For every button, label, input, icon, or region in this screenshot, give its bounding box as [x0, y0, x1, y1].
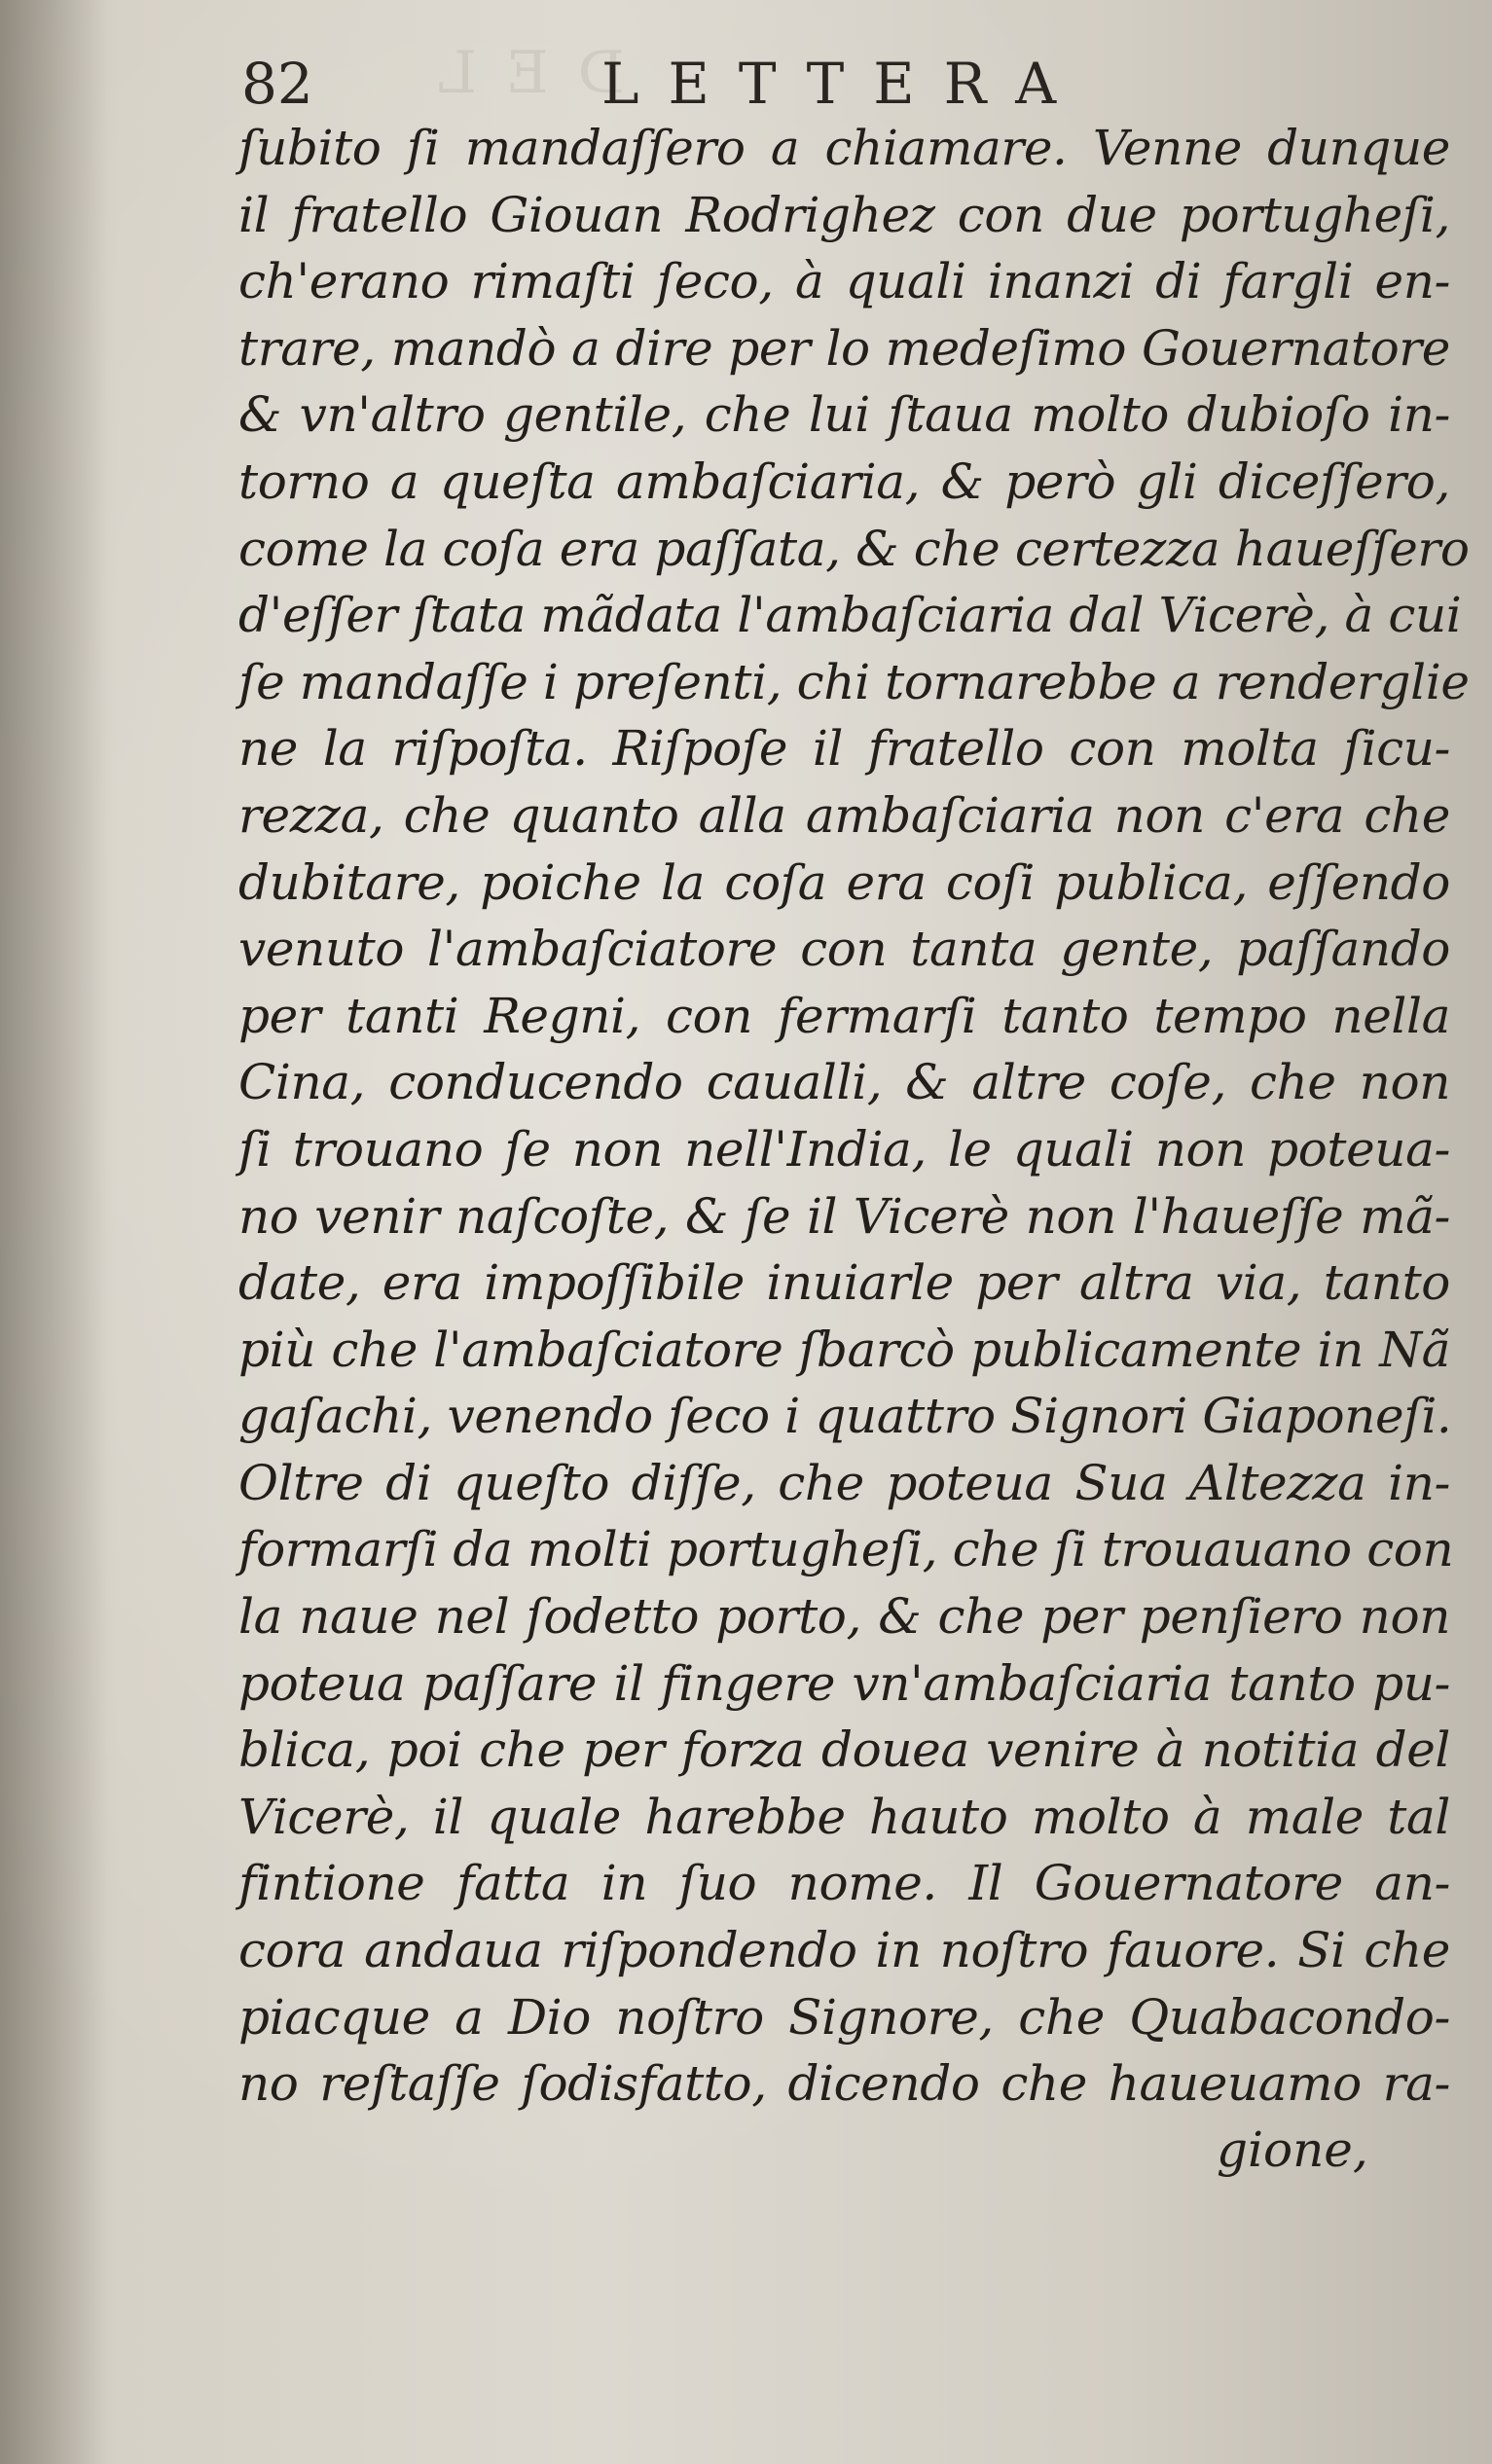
text-line: più che l'ambaſciatore ſbarcò publicamente in Nã — [238, 1321, 1450, 1378]
text-line: Cina, conducendo caualli, & altre coſe, che non — [238, 1054, 1450, 1111]
text-line: poteua paſſare il fingere vn'ambaſciaria tanto pu- — [238, 1654, 1450, 1712]
text-line: no reſtaſſe ſodisfatto, dicendo che haueuamo ra- — [238, 2055, 1450, 2113]
text-line: ſe mandaſſe i preſenti, chi tornarebbe a renderglie — [238, 653, 1470, 710]
text-line: Oltre di queſto diſſe, che poteua Sua Altezza in- — [238, 1454, 1450, 1511]
text-line: formarſi da molti portugheſi, che ſi trouauano con — [238, 1521, 1454, 1578]
body-text — [238, 115, 1470, 2118]
text-line: date, era impoſſibile inuiarle per altra via, tanto — [238, 1254, 1450, 1312]
text-line: trare, mandò a dire per lo medeſimo Gouernatore — [238, 319, 1450, 377]
text-line: blica, poi che per forza douea venire à notitia del — [238, 1721, 1450, 1779]
running-head-title: LETTERA — [601, 51, 1086, 117]
page-number: 82 — [241, 51, 313, 117]
text-line: venuto l'ambaſciatore con tanta gente, paſſando — [238, 921, 1450, 978]
text-line: il fratello Giouan Rodrighez con due portugheſi, — [238, 186, 1450, 243]
text-line: Vicerè, il quale harebbe hauto molto à male tal — [238, 1788, 1450, 1845]
text-line: ne la riſpoſta. Riſpoſe il fratello con molta ſicu- — [238, 720, 1450, 778]
text-line: ſi trouano ſe non nell'India, le quali non poteua- — [238, 1120, 1450, 1178]
running-head — [241, 51, 1117, 119]
text-line: ch'erano rimaſti ſeco, à quali inanzi di fargli en- — [238, 253, 1450, 310]
text-line: la naue nel ſodetto porto, & che per penſiero non — [238, 1588, 1450, 1646]
text-line: piacque a Dio noſtro Signore, che Quabacondo- — [238, 1988, 1450, 2046]
text-line: dubitare, poiche la coſa era coſi publica, eſſendo — [238, 853, 1450, 911]
gutter-shadow — [0, 0, 107, 2464]
text-line: fintione fatta in ſuo nome. Il Gouernatore an- — [238, 1855, 1450, 1912]
text-line: d'eſſer ſtata mãdata l'ambaſciaria dal Vicerè, à cui — [238, 587, 1462, 644]
text-line: ſubito ſi mandaſſero a chiamare. Venne dunque — [238, 120, 1450, 176]
text-line: gaſachi, venendo ſeco i quattro Signori Giaponeſi. — [238, 1388, 1452, 1445]
text-line: & vn'altro gentile, che lui ſtaua molto dubioſo in- — [238, 386, 1450, 444]
text-line: per tanti Regni, con fermarſi tanto tempo nella — [238, 987, 1450, 1044]
text-line: no venir naſcoſte, & ſe il Vicerè non l'haueſſe mã- — [238, 1187, 1450, 1245]
text-line: come la coſa era paſſata, & che certezza haueſſero — [238, 520, 1470, 577]
text-line: rezza, che quanto alla ambaſciaria non c'era che — [238, 786, 1450, 844]
text-line: cora andaua riſpondendo in noſtro fauore. Si che — [238, 1922, 1450, 1979]
text-line: torno a queſta ambaſciaria, & però gli diceſſero, — [238, 453, 1450, 510]
show-through-bleed: DEL — [409, 39, 625, 107]
catchword: gione, — [1217, 2121, 1368, 2178]
